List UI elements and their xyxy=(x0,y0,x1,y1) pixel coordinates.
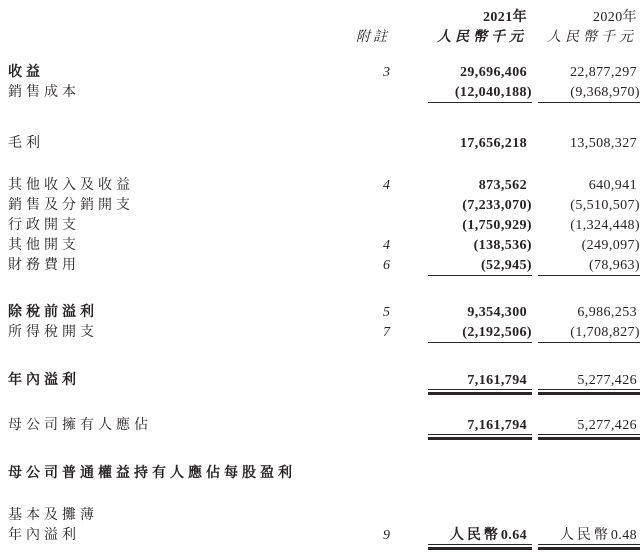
year-2020-header: 2020年 xyxy=(593,10,637,25)
amount-2020: (1,324,448) xyxy=(570,218,640,233)
row-label: 行政開支 xyxy=(8,218,80,233)
note-ref xyxy=(354,464,394,484)
section-attributable-to-owners xyxy=(8,416,640,436)
row-label: 所得稅開支 xyxy=(8,325,98,340)
section-profit-before-tax xyxy=(8,303,640,343)
amount-2020: 22,877,297 xyxy=(570,65,637,80)
row-label: 財務費用 xyxy=(8,258,80,273)
eps-value: 0.48 xyxy=(610,528,637,543)
table-row xyxy=(8,176,640,196)
note-ref: 4 xyxy=(383,178,390,193)
amount-2020 xyxy=(538,464,640,484)
amount-2021 xyxy=(428,526,532,546)
row-label: 其他開支 xyxy=(8,238,80,253)
amount-2021 xyxy=(428,506,532,526)
amount-2021: 29,696,406 xyxy=(460,65,527,80)
table-row xyxy=(8,256,640,276)
row-label xyxy=(8,28,354,48)
amount-2020 xyxy=(538,506,640,526)
note-ref xyxy=(354,371,394,391)
amount-2021: 7,161,794 xyxy=(428,416,532,436)
note-ref: 9 xyxy=(383,528,390,543)
row-label: 母公司普通權益持有人應佔每股盈利 xyxy=(8,466,296,481)
unit-2021-header: 人民幣千元 xyxy=(437,30,527,45)
amount-2020: 5,277,426 xyxy=(538,371,640,391)
table-row xyxy=(8,83,640,103)
table-row xyxy=(8,371,640,391)
year-header-row xyxy=(8,8,640,28)
amount-2021: (12,040,188) xyxy=(428,83,532,103)
note-ref: 3 xyxy=(383,65,390,80)
note-header-spacer xyxy=(354,8,394,28)
amount-2021: (7,233,070) xyxy=(462,198,532,213)
statement-body xyxy=(8,63,640,546)
table-row xyxy=(8,416,640,436)
note-ref xyxy=(354,416,394,436)
amount-2021: (2,192,506) xyxy=(428,323,532,343)
note-ref: 7 xyxy=(383,325,390,340)
amount-2021: 873,562 xyxy=(478,178,527,193)
amount-2020: (78,963) xyxy=(538,256,640,276)
section-gross-profit xyxy=(8,134,640,154)
note-ref xyxy=(354,134,394,154)
amount-2020 xyxy=(538,526,640,546)
row-label: 其他收入及收益 xyxy=(8,178,134,193)
row-label: 基本及攤薄 xyxy=(8,508,98,523)
amount-2020: 5,277,426 xyxy=(538,416,640,436)
table-row xyxy=(8,303,640,323)
amount-2021: (52,945) xyxy=(428,256,532,276)
table-row xyxy=(8,196,640,216)
amount-2021: 7,161,794 xyxy=(428,371,532,391)
amount-2020: (249,097) xyxy=(581,238,640,253)
year-2021-header: 2021年 xyxy=(483,10,527,25)
table-row xyxy=(8,323,640,343)
eps-value: 0.64 xyxy=(500,528,527,543)
section-operating-items xyxy=(8,176,640,276)
note-ref xyxy=(354,196,394,216)
amount-2021 xyxy=(428,464,532,484)
note-ref xyxy=(354,83,394,103)
unit-header-row xyxy=(8,28,640,48)
table-row xyxy=(8,216,640,236)
notes-column-header: 附註 xyxy=(356,30,390,45)
currency-prefix: 人民幣 xyxy=(559,528,611,543)
row-label: 除稅前溢利 xyxy=(8,305,98,320)
table-row xyxy=(8,526,640,546)
currency-prefix: 人民幣 xyxy=(449,528,501,543)
amount-2021: 9,354,300 xyxy=(467,305,527,320)
table-row xyxy=(8,506,640,526)
amount-2020: 13,508,327 xyxy=(570,136,637,151)
amount-2020: (1,708,827) xyxy=(538,323,640,343)
amount-2020: 6,986,253 xyxy=(577,305,637,320)
note-ref xyxy=(354,506,394,526)
statement-table xyxy=(8,8,640,546)
row-label: 母公司擁有人應佔 xyxy=(8,418,152,433)
section-profit-for-year xyxy=(8,371,640,391)
unit-2020-header: 人民幣千元 xyxy=(547,30,637,45)
amount-2020: 640,941 xyxy=(588,178,637,193)
row-label xyxy=(8,8,354,28)
table-row xyxy=(8,63,640,83)
section-eps-basic-diluted xyxy=(8,506,640,546)
section-revenue xyxy=(8,63,640,103)
row-label: 年內溢利 xyxy=(8,528,80,543)
note-ref: 5 xyxy=(383,305,390,320)
row-label: 銷售成本 xyxy=(8,85,80,100)
section-eps-heading xyxy=(8,464,640,484)
row-label: 銷售及分銷開支 xyxy=(8,198,134,213)
note-ref: 4 xyxy=(383,238,390,253)
section-column-headers xyxy=(8,8,640,48)
amount-2021: (1,750,929) xyxy=(462,218,532,233)
amount-2020: (5,510,507) xyxy=(570,198,640,213)
row-label: 年內溢利 xyxy=(8,373,80,388)
note-ref xyxy=(354,216,394,236)
table-row xyxy=(8,134,640,154)
amount-2021: 17,656,218 xyxy=(460,136,527,151)
row-label: 毛利 xyxy=(8,136,44,151)
table-row xyxy=(8,236,640,256)
table-row xyxy=(8,464,640,484)
row-label: 收益 xyxy=(8,65,44,80)
amount-2020: (9,368,970) xyxy=(538,83,640,103)
note-ref: 6 xyxy=(383,258,390,273)
amount-2021: (138,536) xyxy=(473,238,532,253)
